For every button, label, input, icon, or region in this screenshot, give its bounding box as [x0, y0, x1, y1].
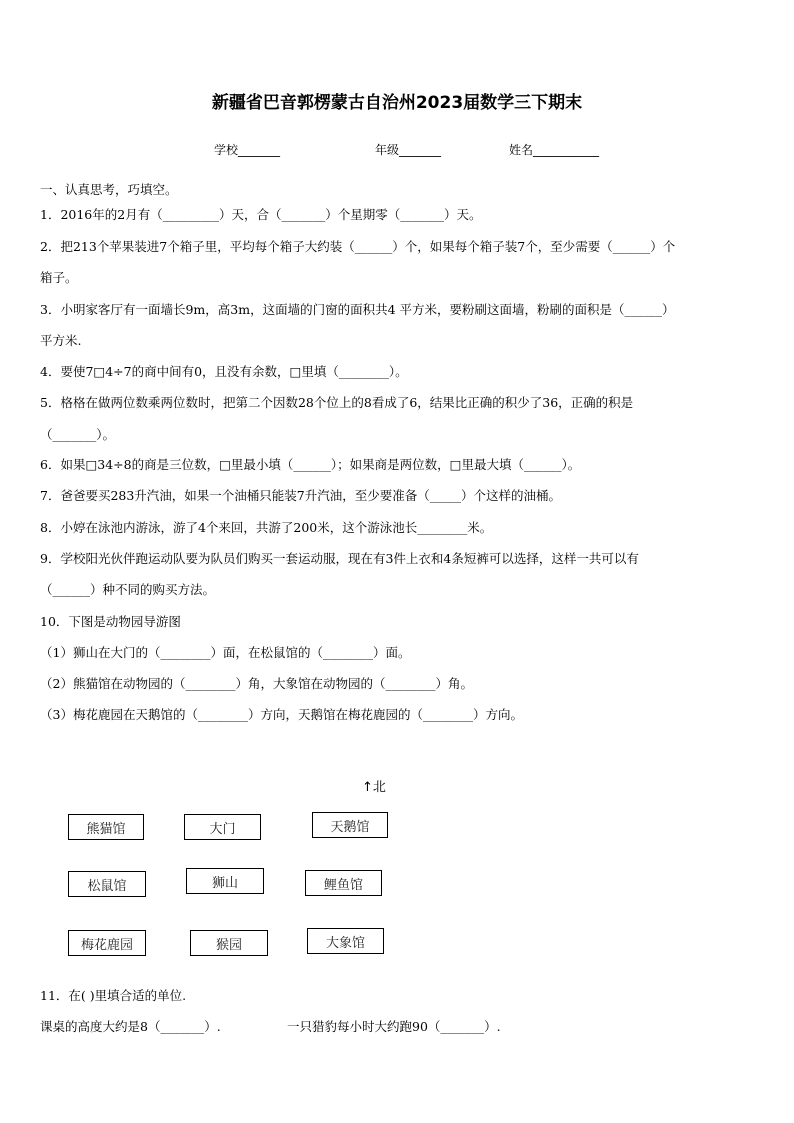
section-heading: 一、认真思考，巧填空。: [40, 182, 178, 197]
question-8: 8．小婷在泳池内游泳，游了4个来回，共游了200米，这个游泳池长________米。: [40, 520, 493, 535]
question-4: 4．要使7□4÷7的商中间有0，且没有余数，□里填（________）。: [40, 364, 408, 379]
map-box-squirrel: 松鼠馆: [68, 871, 146, 897]
question-3-cont: 平方米.: [40, 333, 82, 348]
question-11-b: 一只猎豹每小时大约跑90（_______）.: [287, 1019, 501, 1034]
school-field: 学校_______: [214, 143, 281, 157]
map-box-panda: 熊猫馆: [68, 814, 144, 840]
question-9: 9．学校阳光伙伴跑运动队要为队员们购买一套运动服，现在有3件上衣和4条短裤可以选择，这样一共可以有: [40, 551, 639, 566]
map-box-carp: 鲤鱼馆: [305, 870, 382, 896]
question-11-a: 课桌的高度大约是8（_______）.: [40, 1019, 221, 1034]
name-field: 姓名___________: [509, 143, 600, 157]
page-title: 新疆省巴音郭楞蒙古自治州2023届数学三下期末: [211, 93, 583, 113]
north-indicator: ↑北: [362, 780, 386, 795]
question-2: 2．把213个苹果装进7个箱子里，平均每个箱子大约装（______）个，如果每个箱子装7个，至少需要（______）个: [40, 239, 676, 254]
question-9-cont: （______）种不同的购买方法。: [40, 582, 216, 597]
map-box-monkey: 猴园: [190, 930, 268, 956]
question-10-3: （3）梅花鹿园在天鹅馆的（________）方向，天鹅馆在梅花鹿园的（________）方向。: [40, 707, 523, 722]
question-10-2: （2）熊猫馆在动物园的（________）角，大象馆在动物园的（________）角。: [40, 676, 473, 691]
map-box-lion: 狮山: [186, 868, 264, 894]
question-11: 11．在( )里填合适的单位.: [40, 988, 187, 1003]
question-5: 5．格格在做两位数乘两位数时，把第二个因数28个位上的8看成了6，结果比正确的积少了36，正确的积是: [40, 395, 634, 410]
question-2-cont: 箱子。: [40, 270, 78, 285]
question-10: 10．下图是动物园导游图: [40, 614, 181, 629]
map-box-gate: 大门: [184, 814, 261, 840]
question-10-1: （1）狮山在大门的（________）面，在松鼠馆的（________）面。: [40, 645, 411, 660]
map-box-elephant: 大象馆: [307, 928, 384, 954]
question-6: 6．如果□34÷8的商是三位数，□里最小填（______）；如果商是两位数，□里最大填（______）。: [40, 457, 581, 472]
question-3: 3．小明家客厅有一面墙长9m，高3m，这面墙的门窗的面积共4 平方米，要粉刷这面墙，粉刷的面积是（______）: [40, 302, 675, 317]
map-box-deer: 梅花鹿园: [68, 930, 146, 956]
question-1: 1．2016年的2月有（_________）天，合（_______）个星期零（_______）天。: [40, 207, 482, 222]
question-5-cont: （_______）。: [40, 427, 116, 442]
grade-field: 年级_______: [375, 143, 442, 157]
map-box-swan: 天鹅馆: [312, 812, 388, 838]
question-7: 7．爸爸要买283升汽油，如果一个油桶只能装7升汽油，至少要准备（_____）个这样的油桶。: [40, 488, 562, 503]
